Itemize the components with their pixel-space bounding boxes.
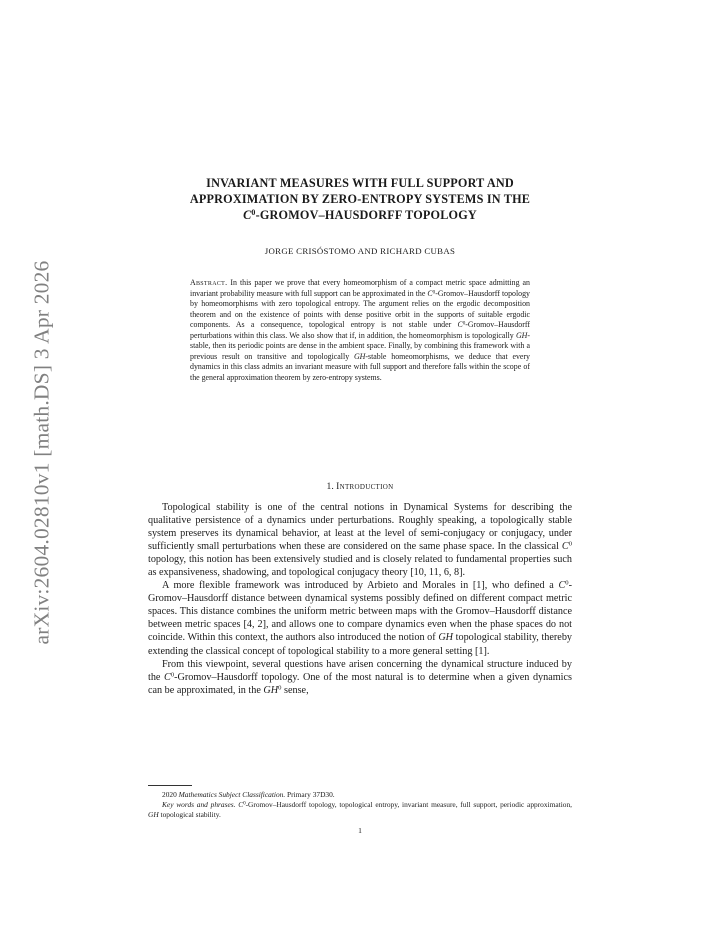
page-number: 1 <box>358 826 362 835</box>
abstract <box>190 278 530 383</box>
section-number: 1. <box>326 481 337 492</box>
footnotes <box>148 790 572 820</box>
paragraph-2-text-b: -Gromov–Hausdorff distance between dynamical systems possibly defined on different compact metric spaces. This distance combines the uniform metric between maps with the Gromov–Hausdorff distance between metric spaces [4, 2], and allows one to compare dynamics even when the phase spaces do not coincide. Within this context, the authors also introduced the notion of <box>148 580 572 644</box>
body-c-symbol: C <box>561 541 569 553</box>
title-c-superscript: 0 <box>251 208 256 218</box>
msc-label: Mathematics Subject Classification. <box>178 790 286 799</box>
paper-title <box>150 175 570 223</box>
introduction-body <box>148 501 572 697</box>
title-line-2: APPROXIMATION BY ZERO-ENTROPY SYSTEMS IN THE <box>189 192 531 206</box>
footnote-msc <box>148 790 572 800</box>
paragraph-3-text-c: sense, <box>281 684 309 696</box>
paragraph-1-text-a: Topological stability is one of the central notions in Dynamical Systems for describing the qualitative persistence of a dynamics under perturbations. Roughly speaking, a topologically stable system preserves its dynamical behavior, at least at the level of semi-conjugacy or conjugacy, under sufficiently small perturbations when these are considered on the same phase space. In the classical <box>148 502 572 553</box>
keywords-text-b: topological stability. <box>158 810 221 819</box>
arxiv-stamp-text: arXiv:2604.02810v1 [math.DS] 3 Apr 2026 <box>29 259 54 645</box>
paragraph-1 <box>148 501 572 579</box>
keywords-c-symbol: C <box>238 800 244 809</box>
paragraph-3-text-a: From this viewpoint, several questions have arisen concerning the dynamical structure induced by the <box>148 658 572 683</box>
keywords-label: Key words and phrases. <box>162 800 236 809</box>
body-c-superscript: 0 <box>568 540 572 548</box>
msc-year: 2020 <box>162 790 179 799</box>
paragraph-2-text-a: A more flexible framework was introduced by Arbieto and Morales in [1], who defined a <box>162 580 559 592</box>
abstract-text-2: -Gromov–Hausdorff topology by homeomorphisms with zero topological entropy. The argument relies on the ergodic decomposition theorem and on the existence of points with dense positive orbit in the supports of suitable ergodic components. As a consequence, topological entropy is not stable under <box>190 288 530 329</box>
body-c-superscript: 0 <box>565 579 569 587</box>
body-c-symbol: C <box>558 580 566 592</box>
abstract-c-superscript: 0 <box>432 288 436 295</box>
body-c-superscript: 0 <box>170 671 175 679</box>
abstract-text-1: In this paper we prove that every homeomorphism of a compact metric space admitting an invariant probability measure with full support can be approximated in the <box>190 278 530 298</box>
paragraph-2-text-c: topological stability, thereby extending the classical concept of topological stability to a more general setting [1]. <box>148 632 573 657</box>
footnote-keywords <box>148 800 572 820</box>
abstract-gh-symbol: GH <box>515 330 528 340</box>
abstract-c-symbol: C <box>457 320 463 329</box>
title-line-3 <box>150 207 570 223</box>
paragraph-1-text-b: topology, this notion has been extensively studied and is closely related to fundamental properties such as expansiveness, shadowing, and topological conjugacy theory [10, 11, 6, 8]. <box>148 554 572 579</box>
body-gh-symbol: GH <box>438 632 454 644</box>
abstract-c-symbol: C <box>427 288 433 298</box>
abstract-text-4: -stable, then its periodic points are dense in the ambient space. Finally, by combining this framework with a previous result on transitive and topologically <box>190 330 530 361</box>
keywords-text-a: -Gromov–Hausdorff topology, topological entropy, invariant measure, full support, periodic approximation, <box>245 800 573 809</box>
abstract-c-superscript: 0 <box>462 320 466 327</box>
body-gh-symbol: GH <box>263 684 279 696</box>
msc-value: Primary 37D30. <box>285 790 335 799</box>
title-line-3-text: -GROMOV–HAUSDORFF TOPOLOGY <box>255 208 477 222</box>
title-c-symbol: C <box>243 208 252 222</box>
footnote-divider <box>148 785 192 786</box>
abstract-text-5: -stable homeomorphisms, we deduce that every dynamics in this class admits an invariant measure with full support and therefore falls within the scope of the general approximation theorem by zero-entropy systems. <box>190 351 530 382</box>
abstract-label: Abstract. <box>190 278 228 287</box>
body-c-symbol: C <box>164 671 171 683</box>
section-title-text: Introduction <box>336 481 394 492</box>
section-heading-introduction <box>150 481 570 492</box>
author-names: JORGE CRISÓSTOMO AND RICHARD CUBAS <box>264 246 456 256</box>
title-line-1: INVARIANT MEASURES WITH FULL SUPPORT AND <box>206 176 514 190</box>
abstract-gh-symbol: GH <box>353 351 366 361</box>
keywords-c-superscript: 0 <box>243 801 246 807</box>
paragraph-3 <box>148 658 572 697</box>
body-gh-superscript: 0 <box>278 684 282 692</box>
abstract-text-3: -Gromov–Hausdorff perturbations within this class. We also show that if, in addition, the homeomorphism is topologically <box>190 320 530 340</box>
paragraph-3-text-b: -Gromov–Hausdorff topology. One of the most natural is to determine when a given dynamics can be approximated, in the <box>148 671 572 696</box>
keywords-gh-symbol: GH <box>148 810 159 819</box>
arxiv-identifier-stamp <box>22 252 62 652</box>
paragraph-2 <box>148 579 572 657</box>
